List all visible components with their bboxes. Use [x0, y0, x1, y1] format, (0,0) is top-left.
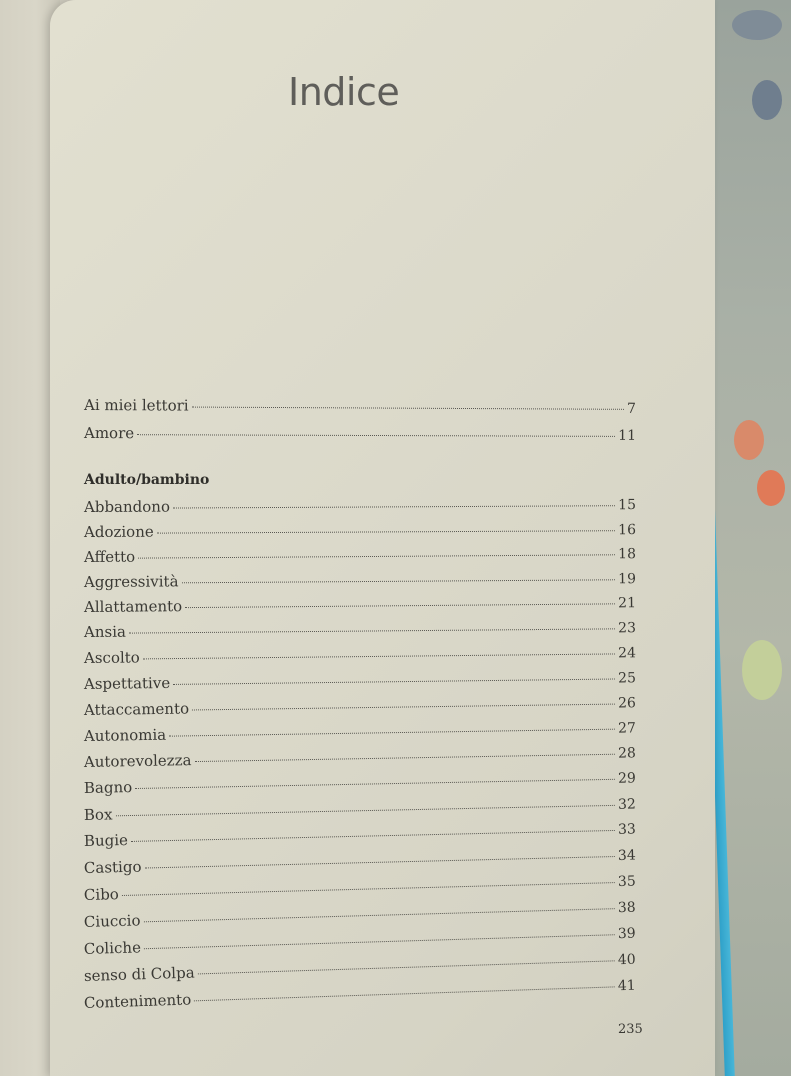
toc-leader-dots: [138, 554, 615, 558]
toc-entry: [84, 424, 636, 450]
toc-entry-page: 18: [618, 546, 637, 563]
toc-entry-label: Contenimento: [83, 990, 192, 1012]
toc-entry: [84, 520, 636, 547]
toc-entry: [84, 593, 636, 622]
toc-entry-page: 35: [617, 873, 636, 891]
toc-leader-dots: [144, 934, 615, 949]
decor-spot: [734, 420, 764, 460]
toc-entry-page: 11: [618, 427, 637, 444]
page-title: Indice: [288, 70, 400, 114]
toc-entry: [84, 396, 636, 423]
toc-entry-page: 27: [617, 720, 637, 737]
toc-leader-dots: [143, 908, 614, 922]
toc-entry-page: 24: [618, 645, 637, 662]
toc-entry-label: Autonomia: [83, 725, 167, 745]
toc-leader-dots: [173, 505, 615, 508]
decor-spot: [757, 470, 785, 506]
toc-entry-page: 32: [617, 796, 637, 813]
toc-entry-label: Abbandono: [83, 497, 170, 516]
decor-spot: [732, 10, 782, 40]
toc-entry-label: Bagno: [83, 778, 133, 797]
decor-spot: [752, 80, 782, 120]
toc-entry-label: Castigo: [83, 857, 142, 877]
toc-leader-dots: [143, 653, 615, 659]
toc-entry-page: 38: [617, 899, 636, 917]
toc-entry-label: Autorevolezza: [83, 751, 192, 771]
toc-entry-page: 40: [617, 951, 636, 969]
toc-entry-page: 34: [617, 847, 636, 864]
toc-entry-page: 21: [618, 595, 637, 612]
toc-leader-dots: [192, 407, 624, 410]
toc-entry-page: 41: [617, 977, 636, 995]
toc-entry-page: 39: [617, 925, 636, 943]
toc-entry-label: Aspettative: [83, 673, 171, 693]
toc-leader-dots: [194, 754, 615, 762]
toc-leader-dots: [182, 579, 616, 583]
toc-entry-label: Coliche: [83, 938, 142, 958]
toc-leader-dots: [198, 960, 615, 974]
toc-entry-label: Attaccamento: [83, 699, 190, 719]
toc-entry-page: 28: [617, 745, 637, 762]
decor-spot: [742, 640, 782, 700]
toc-leader-dots: [145, 856, 615, 868]
toc-entry-label: Aggressività: [83, 572, 179, 591]
toc-leader-dots: [122, 882, 615, 896]
toc-leader-dots: [169, 729, 615, 737]
toc-entry-label: Ansia: [83, 622, 126, 641]
toc-leader-dots: [135, 779, 615, 789]
toc-entry-label: Ai miei lettori: [83, 396, 189, 415]
toc-entry-page: 19: [618, 571, 637, 588]
toc-entry: [84, 618, 636, 647]
toc-entry-label: senso di Colpa: [83, 963, 195, 985]
section-heading: Adulto/bambino: [84, 472, 210, 488]
toc-entry-page: 15: [618, 497, 637, 514]
toc-entry-page: 16: [618, 522, 637, 539]
toc-entry-label: Adozione: [83, 522, 154, 541]
toc-leader-dots: [194, 986, 615, 1001]
toc-entry: [84, 544, 636, 572]
toc-leader-dots: [115, 805, 615, 816]
toc-entry-label: Amore: [83, 424, 135, 443]
toc-leader-dots: [192, 704, 615, 711]
toc-entry-page: 33: [617, 821, 636, 838]
toc-entry-label: Ascolto: [83, 648, 140, 667]
toc-entry-label: Affetto: [83, 547, 136, 566]
toc-leader-dots: [157, 530, 615, 533]
toc-entry-label: Cibo: [83, 885, 120, 904]
toc-leader-dots: [185, 603, 615, 608]
toc-entry-page: 29: [617, 770, 637, 787]
toc-entry-page: 26: [617, 695, 637, 712]
toc-entry-page: 7: [627, 400, 637, 417]
page-number: 235: [618, 1022, 643, 1037]
toc-leader-dots: [137, 434, 615, 437]
toc-leader-dots: [131, 830, 615, 842]
toc-leader-dots: [129, 628, 615, 633]
toc-entry-label: Allattamento: [83, 597, 183, 616]
toc-entry-label: Ciuccio: [83, 911, 141, 931]
toc-entry: [84, 495, 636, 522]
toc-entry: [84, 569, 636, 597]
toc-entry-page: 23: [618, 620, 637, 637]
toc-leader-dots: [173, 679, 615, 685]
toc-entry-page: 25: [618, 670, 637, 687]
toc-entry-label: Box: [83, 805, 113, 824]
toc-entry-label: Bugie: [83, 831, 129, 850]
